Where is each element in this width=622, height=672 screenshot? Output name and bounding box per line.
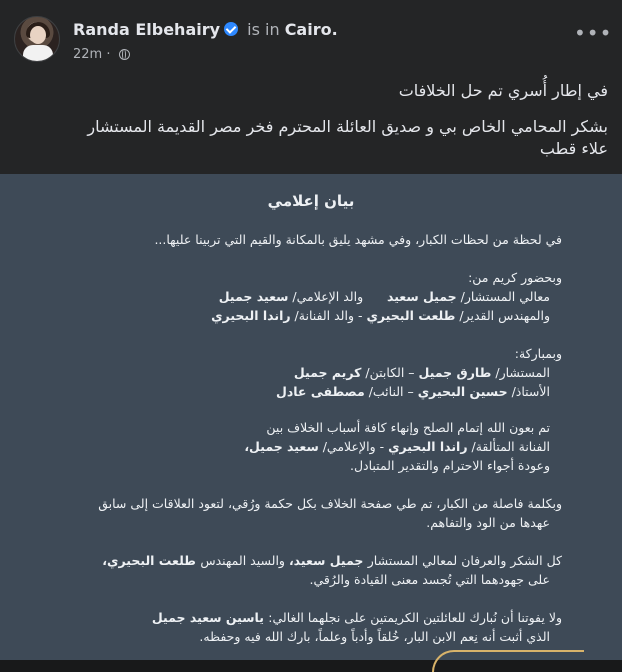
post-meta xyxy=(73,47,130,62)
location-link[interactable]: Cairo. xyxy=(284,20,338,39)
post-time[interactable]: 22m xyxy=(73,47,103,62)
statement-p3-line-a: المستشار/ طارق جميل – الكابتن/ كريم جميل xyxy=(293,365,550,380)
author-avatar[interactable] xyxy=(14,16,60,62)
statement-p2-intro: وبحضور كريم من: xyxy=(468,270,562,285)
statement-p3-intro: وبمباركة: xyxy=(514,346,562,361)
media-statement xyxy=(0,174,622,660)
author-line xyxy=(73,20,338,39)
statement-p2-line-b: والمهندس القدير/ طلعت البحيري - والد الفنانة/ راندا البحيري xyxy=(211,308,550,323)
author-name[interactable]: Randa Elbehairy xyxy=(73,20,221,39)
post-text-line-2 xyxy=(8,116,608,160)
globe-icon[interactable] xyxy=(119,49,130,60)
statement-p5-line-2: عهدها من الود والتفاهم. xyxy=(426,515,550,530)
status-text: is in xyxy=(247,20,280,39)
statement-p6-line-2: على جهودهما التي تُجسد معنى القيادة والرُقي. xyxy=(309,572,550,587)
post-header xyxy=(0,0,622,72)
statement-p1: في لحظة من لحظات الكبار، وفي مشهد يليق بالمكانة والقيم التي تربينا عليها... xyxy=(154,232,562,247)
post-text-line-1: في إطار أُسري تم حل الخلافات xyxy=(398,81,608,100)
post-text-line-2b: علاء قطب xyxy=(539,139,608,158)
statement-p7-line-2: الذي أثبت أنه نِعم الابن البار، خُلقاً وأدباً وعلماً، بارك الله فيه وحفظه. xyxy=(199,629,550,644)
post-image[interactable] xyxy=(0,174,622,660)
meta-dot: · xyxy=(106,47,111,62)
statement-p6-line-1: كل الشكر والعرفان لمعالي المستشار جميل سعيد، والسيد المهندس طلعت البحيري، xyxy=(102,553,562,568)
verified-badge-icon xyxy=(224,22,238,36)
statement-p4-line-3: وعودة أجواء الاحترام والتقدير المتبادل. xyxy=(349,458,550,473)
post-text-line-2a: بشكر المحامي الخاص بي و صديق العائلة المحترم فخر مصر القديمة المستشار xyxy=(87,117,608,136)
statement-p4-line-1: تم بعون الله إتمام الصلح وإنهاء كافة أسباب الخلاف بين xyxy=(266,420,550,435)
statement-p5-line-1: وبكلمة فاصلة من الكبار، تم طي صفحة الخلاف بكل حكمة ورُقي، لتعود العلاقات إلى سابق xyxy=(98,496,562,511)
decorative-accent-curve xyxy=(432,650,584,672)
statement-p3-line-b: الأستاذ/ حسين البحيري – النائب/ مصطفى عادل xyxy=(275,384,550,399)
more-options-icon[interactable]: ••• xyxy=(574,21,613,45)
statement-title: بيان إعلامي xyxy=(267,192,355,210)
statement-p7-line-1: ولا يفوتنا أن نُبارك للعائلتين الكريمتين على نجلهما الغالي: ياسين سعيد جميل xyxy=(151,610,562,625)
statement-p2-line-a: معالي المستشار/ جميل سعيد والد الإعلامي/ سعيد جميل xyxy=(218,289,550,304)
statement-p4-line-2: الفنانة المتألقة/ راندا البحيري - والإعلامي/ سعيد جميل، xyxy=(244,439,550,454)
